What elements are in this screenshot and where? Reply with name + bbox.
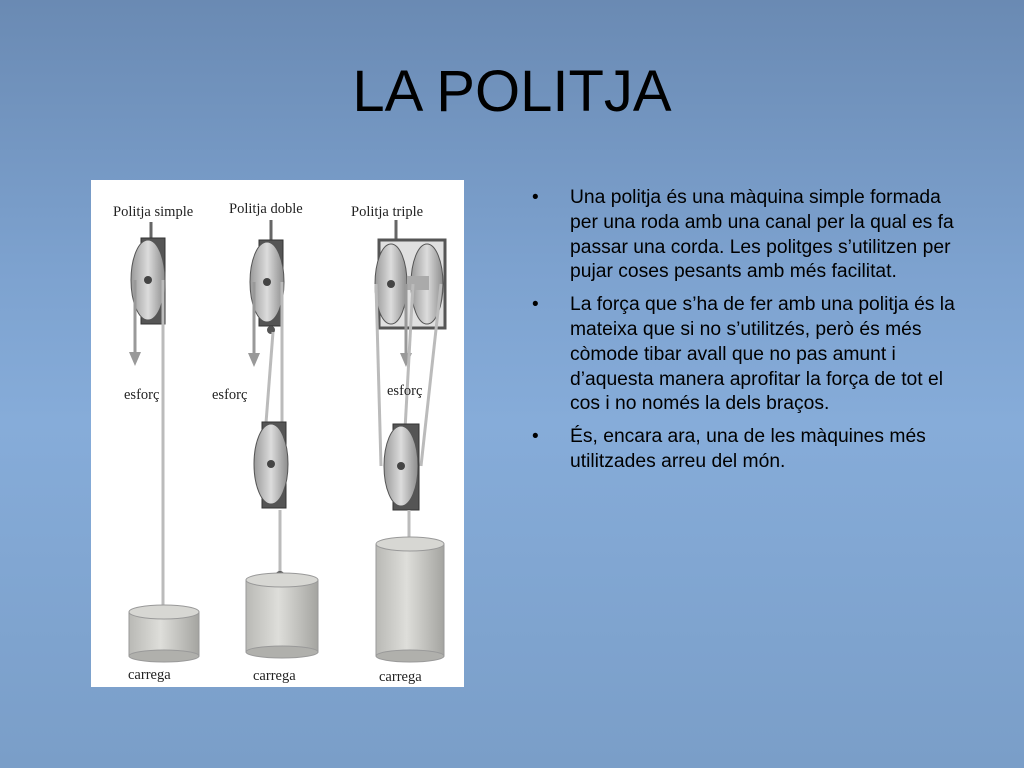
bullet-item <box>528 293 968 417</box>
simple-load <box>129 605 199 662</box>
effort-label-double: esforç <box>212 387 248 403</box>
load-label-simple: carrega <box>128 667 171 683</box>
slide-title: LA POLITJA <box>352 59 672 124</box>
bullet-text: És, encara ara, una de les màquines més utilitzades arreu del món. <box>570 426 926 472</box>
bullet-marker: • <box>532 187 539 208</box>
effort-label-triple: esforç <box>387 383 423 399</box>
simple-pulley <box>129 222 199 662</box>
load-label-double: carrega <box>253 668 296 684</box>
bullet-list <box>528 186 968 483</box>
double-load <box>246 573 318 658</box>
effort-label-simple: esforç <box>124 387 160 403</box>
bullet-item <box>528 425 968 475</box>
pulley-diagram <box>91 180 464 687</box>
bullet-marker: • <box>532 294 539 316</box>
bullet-item <box>528 186 968 285</box>
double-pulley <box>246 220 318 658</box>
bullet-marker: • <box>532 426 539 448</box>
triple-load <box>376 537 444 662</box>
bullet-text: La força que s’ha de fer amb una politja és la mateixa que si no s’utilitzés, però és més còmode tibar avall que no pas amunt i d’aquesta manera aprofitar la força de tot el cos i no només la dels braços. <box>570 294 955 415</box>
label-simple-pulley: Politja simple <box>113 204 194 220</box>
triple-pulley <box>375 220 445 662</box>
pulley-figure <box>91 180 464 687</box>
label-double-pulley: Politja doble <box>229 201 303 217</box>
bullet-text: Una politja és una màquina simple formada per una roda amb una canal per la qual es fa passar una corda. Les politges s’utilitzen per pujar coses pesants amb més facilitat. <box>570 187 954 283</box>
load-label-triple: carrega <box>379 669 422 685</box>
label-triple-pulley: Politja triple <box>351 204 424 220</box>
